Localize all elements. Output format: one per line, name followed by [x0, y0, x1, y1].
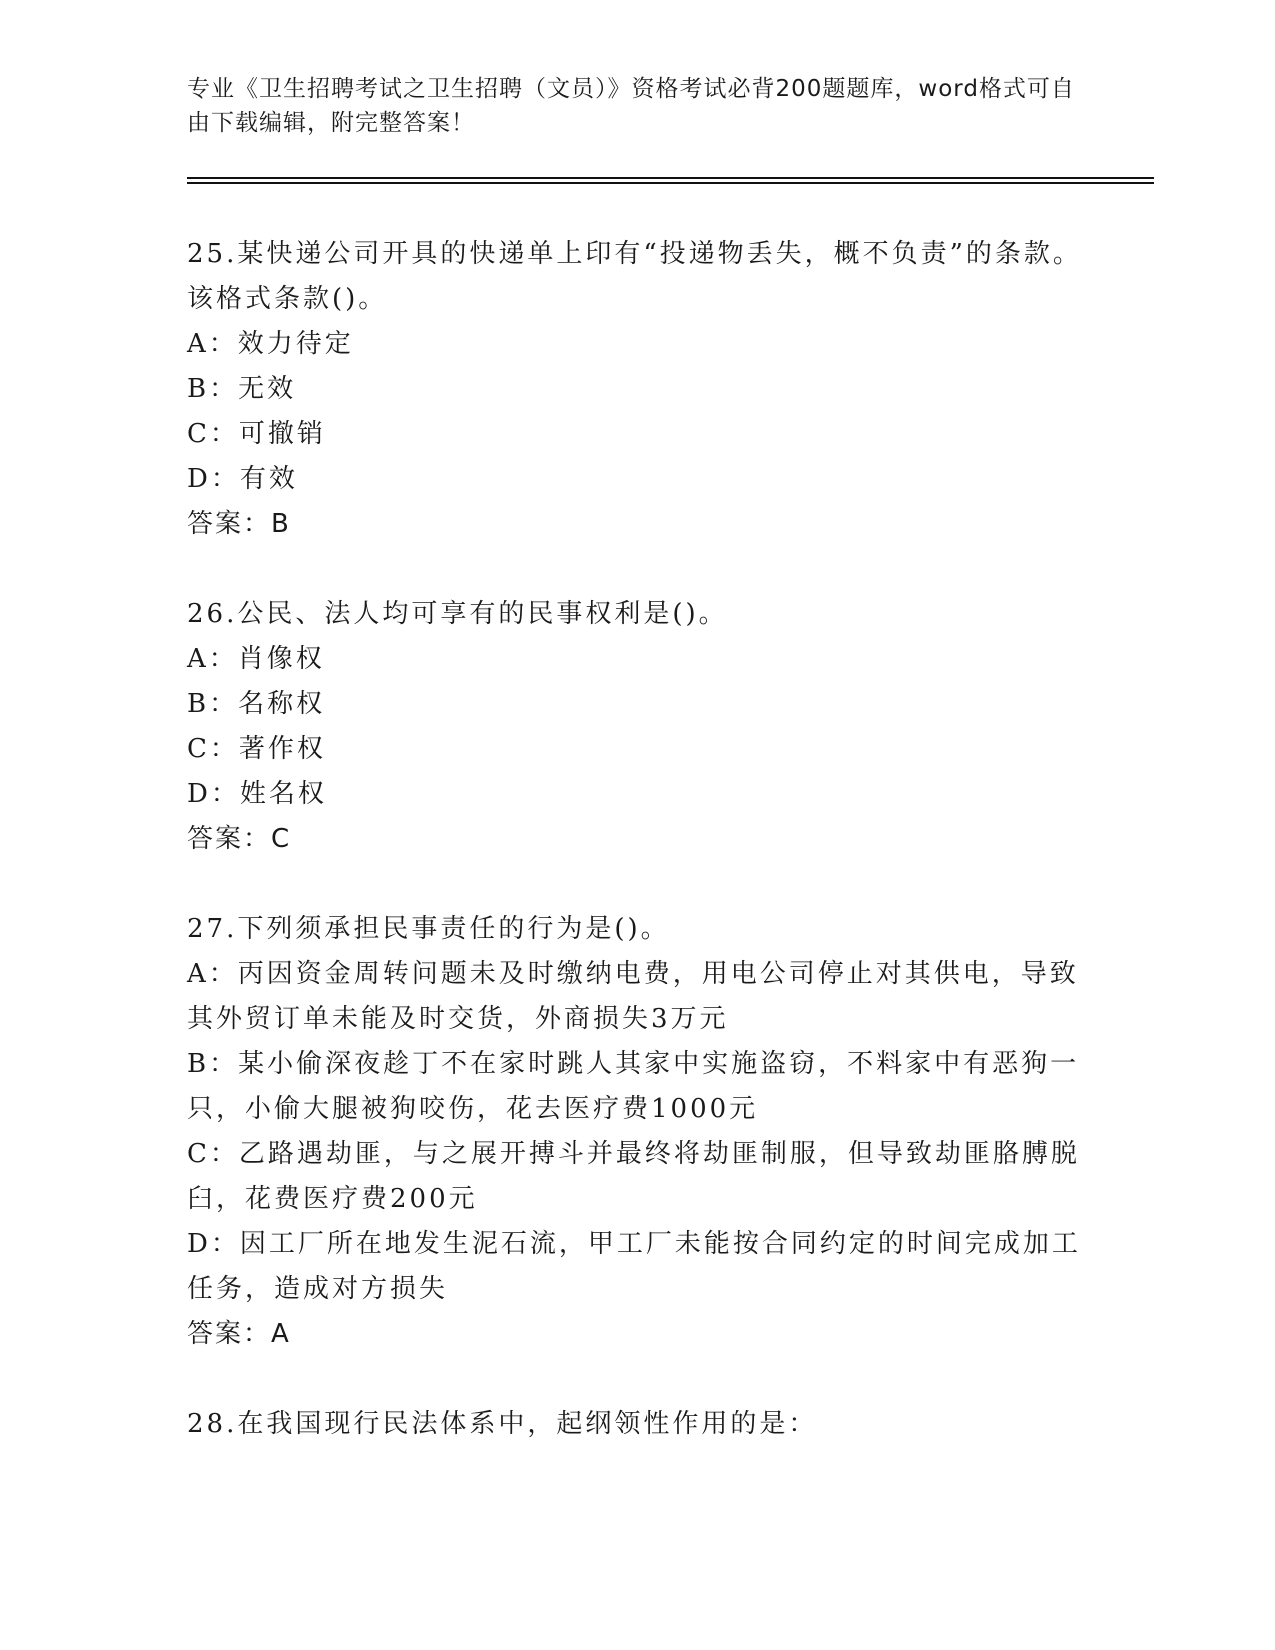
option-d: D：姓名权: [187, 779, 327, 809]
question-26: [187, 592, 1087, 862]
question-stem: 27.下列须承担民事责任的行为是()。: [187, 914, 670, 944]
option-a: A：肖像权: [187, 644, 325, 674]
option-d: D：因工厂所在地发生泥石流，甲工厂未能按合同约定的时间完成加工任务，造成对方损失: [187, 1229, 1081, 1304]
option-c: C：乙路遇劫匪，与之展开搏斗并最终将劫匪制服，但导致劫匪胳膊脱臼，花费医疗费200元: [187, 1139, 1080, 1214]
option-b: B：某小偷深夜趁丁不在家时跳人其家中实施盗窃，不料家中有恶狗一只，小偷大腿被狗咬伤，花去医疗费1000元: [187, 1049, 1080, 1124]
option-c: C：著作权: [187, 734, 326, 764]
question-list: [187, 232, 1087, 1447]
question-28: [187, 1402, 1087, 1447]
answer-label: 答案：B: [187, 509, 291, 539]
answer-label: 答案：A: [187, 1319, 291, 1349]
answer-label: 答案：C: [187, 824, 292, 854]
header-divider-top: [187, 177, 1154, 179]
question-stem: 26.公民、法人均可享有的民事权利是()。: [187, 599, 728, 629]
option-a: A：效力待定: [187, 329, 354, 359]
question-stem: 28.在我国现行民法体系中，起纲领性作用的是：: [187, 1409, 818, 1439]
question-25: [187, 232, 1087, 547]
question-27: [187, 907, 1087, 1357]
option-a: A：丙因资金周转问题未及时缴纳电费，用电公司停止对其供电，导致其外贸订单未能及时交货，外商损失3万元: [187, 959, 1079, 1034]
option-c: C：可撤销: [187, 419, 326, 449]
header-divider-bottom: [187, 182, 1154, 184]
option-b: B：无效: [187, 374, 297, 404]
question-stem: 25.某快递公司开具的快递单上印有“投递物丢失，概不负责”的条款。该格式条款()。: [187, 239, 1082, 314]
document-header: 专业《卫生招聘考试之卫生招聘（文员）》资格考试必背200题题库，word格式可自由下载编辑，附完整答案！: [187, 76, 1075, 136]
option-d: D：有效: [187, 464, 298, 494]
option-b: B：名称权: [187, 689, 326, 719]
